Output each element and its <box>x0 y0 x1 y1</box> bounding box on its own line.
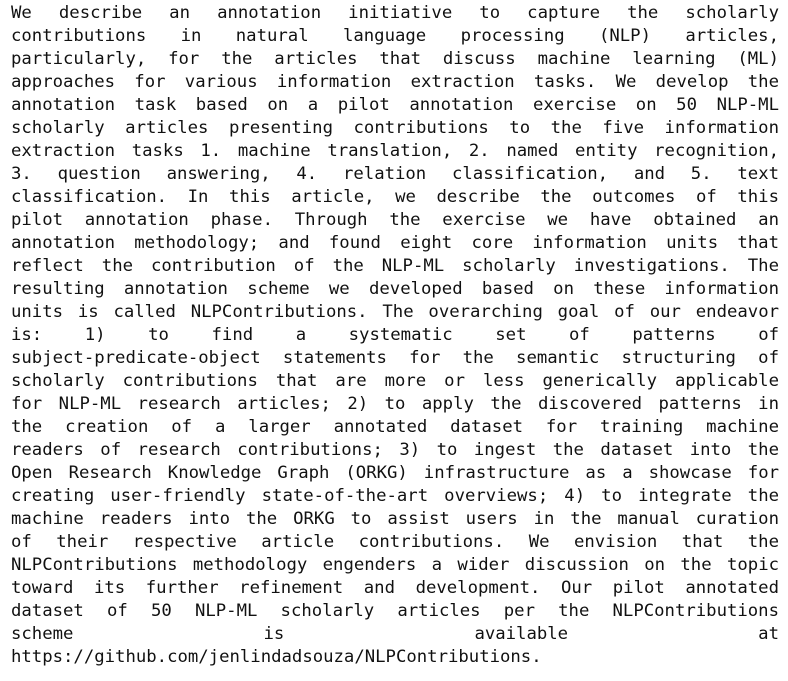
abstract-line: toward its further refinement and development. Our pilot annotated <box>11 578 779 598</box>
abstract-text <box>11 2 779 669</box>
abstract-line: for NLP-ML research articles; 2) to apply the discovered patterns in <box>11 394 779 414</box>
abstract-line: readers of research contributions; 3) to ingest the dataset into the <box>11 440 779 460</box>
abstract-line: particularly, for the articles that discuss machine learning (ML) <box>11 49 779 69</box>
abstract-line: classification. In this article, we describe the outcomes of this <box>11 187 779 207</box>
abstract-line: subject-predicate-object statements for the semantic structuring of <box>11 348 779 368</box>
abstract-line: NLPContributions methodology engenders a wider discussion on the topic <box>11 555 779 575</box>
abstract-line: pilot annotation phase. Through the exercise we have obtained an <box>11 210 779 230</box>
abstract-line: scheme is available at <box>11 624 779 644</box>
repository-url: https://github.com/jenlindadsouza/NLPContributions. <box>11 647 542 667</box>
abstract-line: approaches for various information extraction tasks. We develop the <box>11 72 779 92</box>
abstract-line: resulting annotation scheme we developed based on these information <box>11 279 779 299</box>
abstract-line: Open Research Knowledge Graph (ORKG) infrastructure as a showcase for <box>11 463 779 483</box>
abstract-line: We describe an annotation initiative to capture the scholarly <box>11 3 779 23</box>
abstract-line: machine readers into the ORKG to assist users in the manual curation <box>11 509 779 529</box>
abstract-line: of their respective article contributions. We envision that the <box>11 532 779 552</box>
abstract-line: creating user-friendly state-of-the-art overviews; 4) to integrate the <box>11 486 779 506</box>
abstract-line: scholarly contributions that are more or less generically applicable <box>11 371 779 391</box>
abstract-line: units is called NLPContributions. The overarching goal of our endeavor <box>11 302 779 322</box>
abstract-line: annotation methodology; and found eight core information units that <box>11 233 779 253</box>
abstract-line: contributions in natural language processing (NLP) articles, <box>11 26 779 46</box>
abstract-line: annotation task based on a pilot annotation exercise on 50 NLP-ML <box>11 95 779 115</box>
abstract-line: reflect the contribution of the NLP-ML scholarly investigations. The <box>11 256 779 276</box>
abstract-line: extraction tasks 1. machine translation, 2. named entity recognition, <box>11 141 779 161</box>
abstract-line: dataset of 50 NLP-ML scholarly articles per the NLPContributions <box>11 601 779 621</box>
abstract-line: 3. question answering, 4. relation classification, and 5. text <box>11 164 779 184</box>
abstract-line: is: 1) to find a systematic set of patterns of <box>11 325 779 345</box>
abstract-line: the creation of a larger annotated dataset for training machine <box>11 417 779 437</box>
abstract-line: scholarly articles presenting contributions to the five information <box>11 118 779 138</box>
